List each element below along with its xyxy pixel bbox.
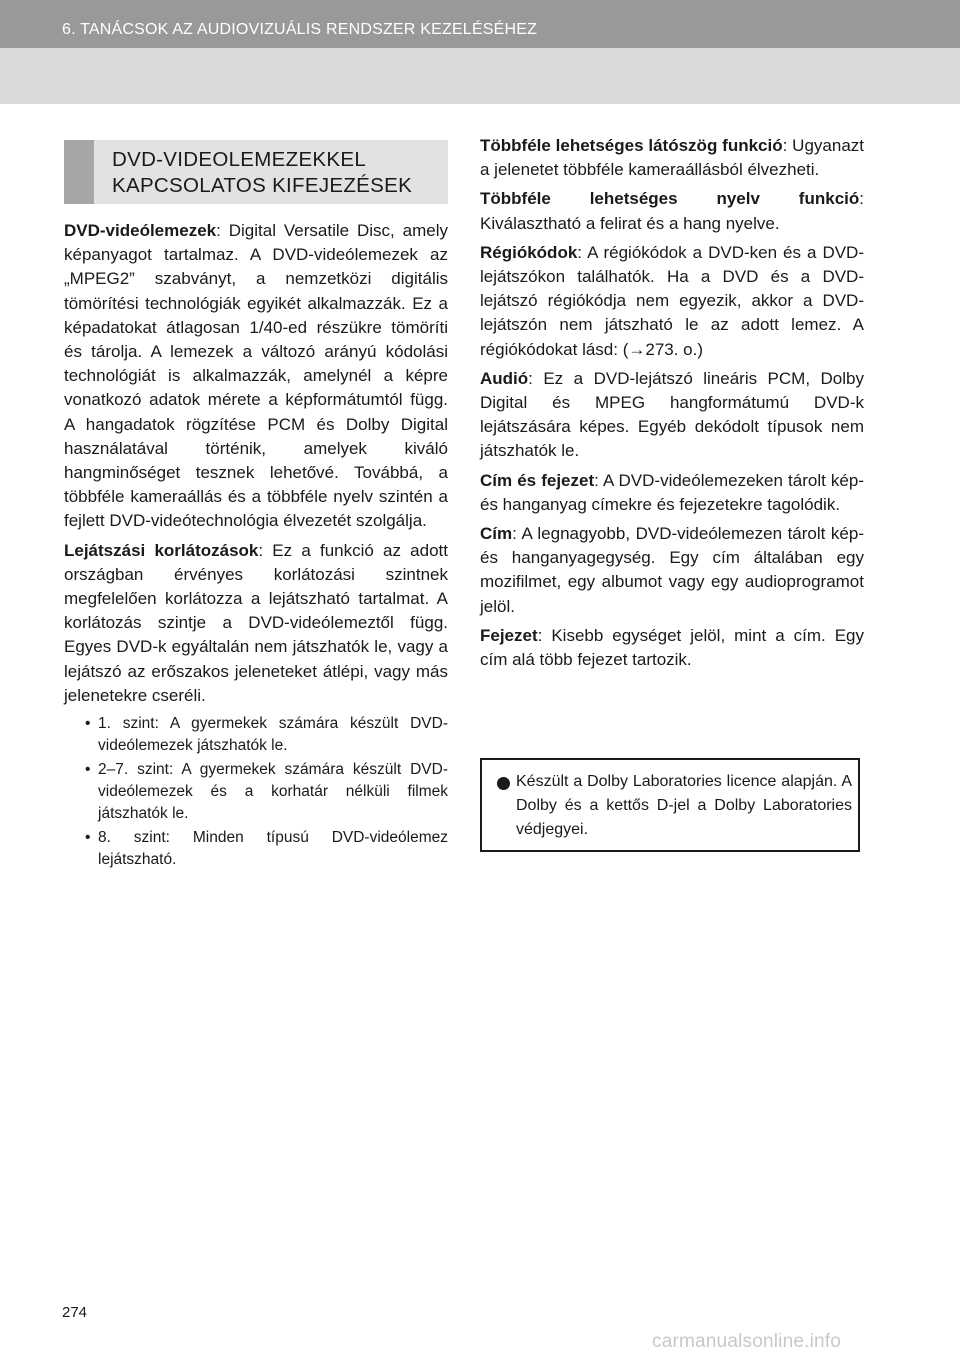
definition-parental-lock: : Ez a funkció az adott országban érvényes korlátozási szintnek megfelelően korlátozza a lejátszható tartalmat. A korlátozás szintje a DVD-videólemeztől függ. Egyes DVD-k egyáltalán nem játszhatók le, vagy a lejátszó az erőszakos jeleneteket átlépi, vagy más jelenetekre cseréli. xyxy=(64,540,448,705)
dolby-notice-box xyxy=(480,758,860,852)
paragraph-multi-angle xyxy=(480,134,864,182)
paragraph-multi-language xyxy=(480,187,864,235)
definition-title-and-chapter: : A DVD-videólemezeken tárolt kép- és hanganyag címekre és fejezetekre tagolódik. xyxy=(480,470,864,514)
bullet-dot: • xyxy=(85,761,91,779)
bullet-dot: • xyxy=(85,715,91,733)
definition-chapter: : Kisebb egységet jelöl, mint a cím. Egy cím alá több fejezet tartozik. xyxy=(480,625,864,670)
definition-title: : A legnagyobb, DVD-videólemezen tárolt kép- és hanganyagegység. Egy cím általában egy mozifilmet, egy albumot vagy egy audioprogramot jelöl. xyxy=(480,524,864,616)
header-band xyxy=(0,0,960,104)
term-title-and-chapter: Cím és fejezet xyxy=(480,470,595,490)
dolby-notice-text: Készült a Dolby Laboratories licence alapján. A Dolby és a kettős D-jel a Dolby Laboratories védjegyei. xyxy=(516,773,852,838)
term-region-codes: Régiókódok xyxy=(480,242,578,262)
page-number: 274 xyxy=(62,1304,88,1321)
list-item: • 8. szint: Minden típusú DVD-videólemez lejátszható. xyxy=(85,829,448,869)
term-audio: Audió xyxy=(480,368,529,388)
paragraph-parental-lock xyxy=(64,539,448,708)
bullet-disc-icon xyxy=(497,777,510,790)
left-column xyxy=(64,219,448,873)
list-item: • 1. szint: A gyermekek számára készült DVD-videólemezek játszhatók le. xyxy=(85,715,448,755)
term-parental-lock: Lejátszási korlátozások xyxy=(64,540,259,560)
bullet-dot: • xyxy=(85,829,91,847)
section-heading xyxy=(112,147,412,199)
list-item: • 2–7. szint: A gyermekek számára készült DVD-videólemezek és a korhatár nélküli filmek játszhatók le. xyxy=(85,761,448,823)
parental-level-list xyxy=(64,713,448,871)
paragraph-audio xyxy=(480,367,864,464)
paragraph-chapter xyxy=(480,624,864,672)
term-multi-angle: Többféle lehetséges látószög funkció xyxy=(480,136,783,155)
term-dvd-video-discs: DVD-videólemezek xyxy=(64,221,217,240)
header-strip xyxy=(0,0,960,48)
section-heading-accent xyxy=(64,140,94,204)
watermark: carmanualsonline.info xyxy=(652,1331,842,1352)
definition-multi-language: : Kiválasztható a felirat és a hang nyelve. xyxy=(480,189,864,233)
right-column xyxy=(480,134,864,677)
paragraph-title xyxy=(480,522,864,619)
definition-multi-angle: : Ugyanazt a jelenetet többféle kameraállásból élvezheti. xyxy=(480,136,865,180)
definition-dvd-video-discs: : Digital Versatile Disc, amely képanyagot tartalmaz. A DVD-videólemezek az „MPEG2” szabványt, a nemzetközi digitális tömörítési technológiák egyikét alkalmazzák. Ez a képadatokat átlagosan 1/40-ed részükre tömöríti és tárolja. A lemezek a változó arányú kódolási technológiát is alkalmazzák, amelynél a képre vonatkozó adatok mérete a képformátumtól függ. A hangadatok rögzítése PCM és Dolby Digital használatával történik, amelyek kiváló hangminőséget tesznek lehetővé. Továbbá, a többféle kameraállás és a többféle nyelv szintén a fejlett DVD-videótechnológia élvezetét szolgálja. xyxy=(64,221,448,531)
term-title: Cím xyxy=(480,524,513,544)
definition-audio: : Ez a DVD-lejátszó lineáris PCM, Dolby Digital és MPEG hangformátumú DVD-k lejátszására képes. Egyéb dekódolt típusok nem játszhatók le. xyxy=(480,368,864,461)
paragraph-region-codes xyxy=(480,241,864,362)
section-heading-box xyxy=(64,140,448,204)
term-multi-language: Többféle lehetséges nyelv funkció xyxy=(480,189,860,209)
term-chapter: Fejezet xyxy=(480,625,538,645)
paragraph-dvd-video-discs xyxy=(64,219,448,534)
chapter-title: 6. TANÁCSOK AZ AUDIOVIZUÁLIS RENDSZER KEZELÉSÉHEZ xyxy=(62,21,538,38)
definition-region-codes: : A régiókódok a DVD-ken és a DVD-lejátszókon találhatók. Ha a DVD és a DVD-lejátszó régiókódja nem egyezik, akkor a DVD-lejátszón nem játszható le az adott lemez. A régiókódokat lásd: (→273. o.) xyxy=(480,242,864,359)
paragraph-title-and-chapter xyxy=(480,469,864,517)
section-heading-line2: KAPCSOLATOS KIFEJEZÉSEK xyxy=(112,174,413,197)
section-heading-line1: DVD-VIDEOLEMEZEKKEL xyxy=(112,148,367,171)
